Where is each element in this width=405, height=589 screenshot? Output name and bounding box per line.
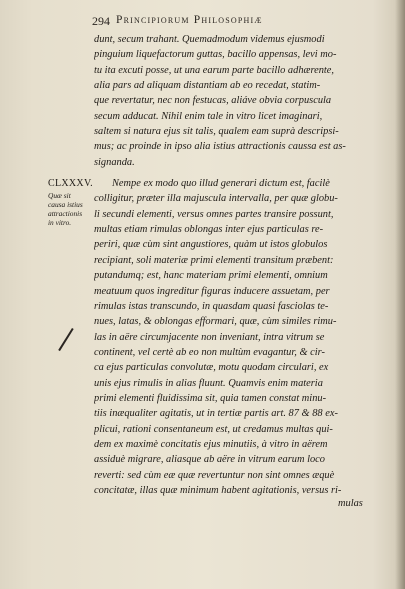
margin-note-line: Quæ sit — [48, 191, 71, 200]
text-line: periri, quæ cùm sint angustiores, quàm ut istos globulos — [94, 239, 328, 251]
page-number: 294 — [92, 14, 110, 28]
pencil-mark — [58, 328, 73, 351]
text-line: rimulas istas transcundo, in quasdam quasi fasciolas te- — [94, 300, 329, 312]
text-line: signanda. — [94, 156, 135, 168]
text-line: putandumq; est, hanc materiam primi elementi, omnium — [94, 270, 328, 282]
text-line: nues, latas, & oblongas efformari, quæ, cùm similes rimu- — [94, 316, 337, 328]
text-line: recipiant, soli materiæ primi elementi transitum præbent: — [94, 254, 334, 266]
catchword: mulas — [338, 498, 363, 509]
text-line: que revertatur, nec non festucas, aliáve obvia corpuscula — [94, 95, 332, 107]
margin-note-line: causa istius — [48, 200, 83, 209]
text-line: assiduè migrare, aliasque ab aëre in vitrum earum loco — [94, 454, 325, 466]
body-text — [94, 32, 384, 498]
text-line: colligitur, præter illa majuscula intervalla, per quæ globu- — [94, 193, 338, 205]
text-line: secum adducat. Nihil enim tale in vitro licet imaginari, — [94, 110, 323, 122]
text-line: unis ejus rimulis in alias fluunt. Quamvis enim materia — [94, 377, 323, 389]
text-line: li secundi elementi, versus omnes partes transire possunt, — [94, 208, 334, 220]
text-line: tiis inæqualiter agitatis, ut in tertiæ partis art. 87 & 88 ex- — [94, 408, 338, 420]
text-line: dem ex maximè concitatis ejus minutiis, à vitro in aërem — [94, 438, 328, 450]
text-line: primi elementi fluidissima sit, quia tamen constat minu- — [94, 392, 327, 404]
margin-note — [48, 178, 94, 227]
text-line: las in aëre circumjacente non inveniant, intra vitrum se — [94, 331, 325, 343]
page-edge-shadow — [395, 0, 405, 589]
running-head: Principiorum Philosophiæ — [116, 14, 263, 26]
margin-section-number: CLXXXV. — [48, 178, 93, 189]
text-line: tu ita excuti posse, ut una earum parte bacillo adhærente, — [94, 64, 335, 76]
text-line: dunt, secum trahant. Quemadmodum videmus ejusmodi — [94, 34, 325, 45]
text-line: Nempe ex modo quo illud generari dictum est, facilè — [112, 178, 330, 190]
text-line: ca ejus particulas convolutæ, motu quodam circulari, ex — [94, 362, 329, 374]
text-line: reverti: sed cùm eæ quæ revertuntur non sint omnes æquè — [94, 469, 335, 481]
text-line: meatuum quos ingreditur figuras inducere assuetam, per — [94, 285, 330, 297]
page-header — [92, 14, 392, 30]
text-line: multas etiam rimulas oblongas inter ejus particulas re- — [94, 224, 324, 236]
margin-note-line: attractionis — [48, 209, 83, 218]
text-line: saltem si natura ejus sit talis, qualem eam suprà descripsi- — [94, 126, 339, 138]
margin-note-line: in vitro. — [48, 218, 72, 227]
text-line: concitatæ, illas quæ minimum habent agitationis, versus ri- — [94, 484, 342, 496]
text-line: continent, vel certè ab eo non multùm evagantur, & cir- — [94, 346, 325, 358]
text-line: mus; ac proinde in ipso alia istius attractionis caussa est as- — [94, 141, 346, 153]
text-line: pinguium liquefactorum guttas, bacillo appensas, levi mo- — [94, 49, 337, 61]
text-line: alia pars ad aliquam distantiam ab eo recedat, statim- — [94, 80, 321, 92]
text-line: plicui, rationi consentaneum est, ut credamus multas qui- — [94, 423, 333, 435]
